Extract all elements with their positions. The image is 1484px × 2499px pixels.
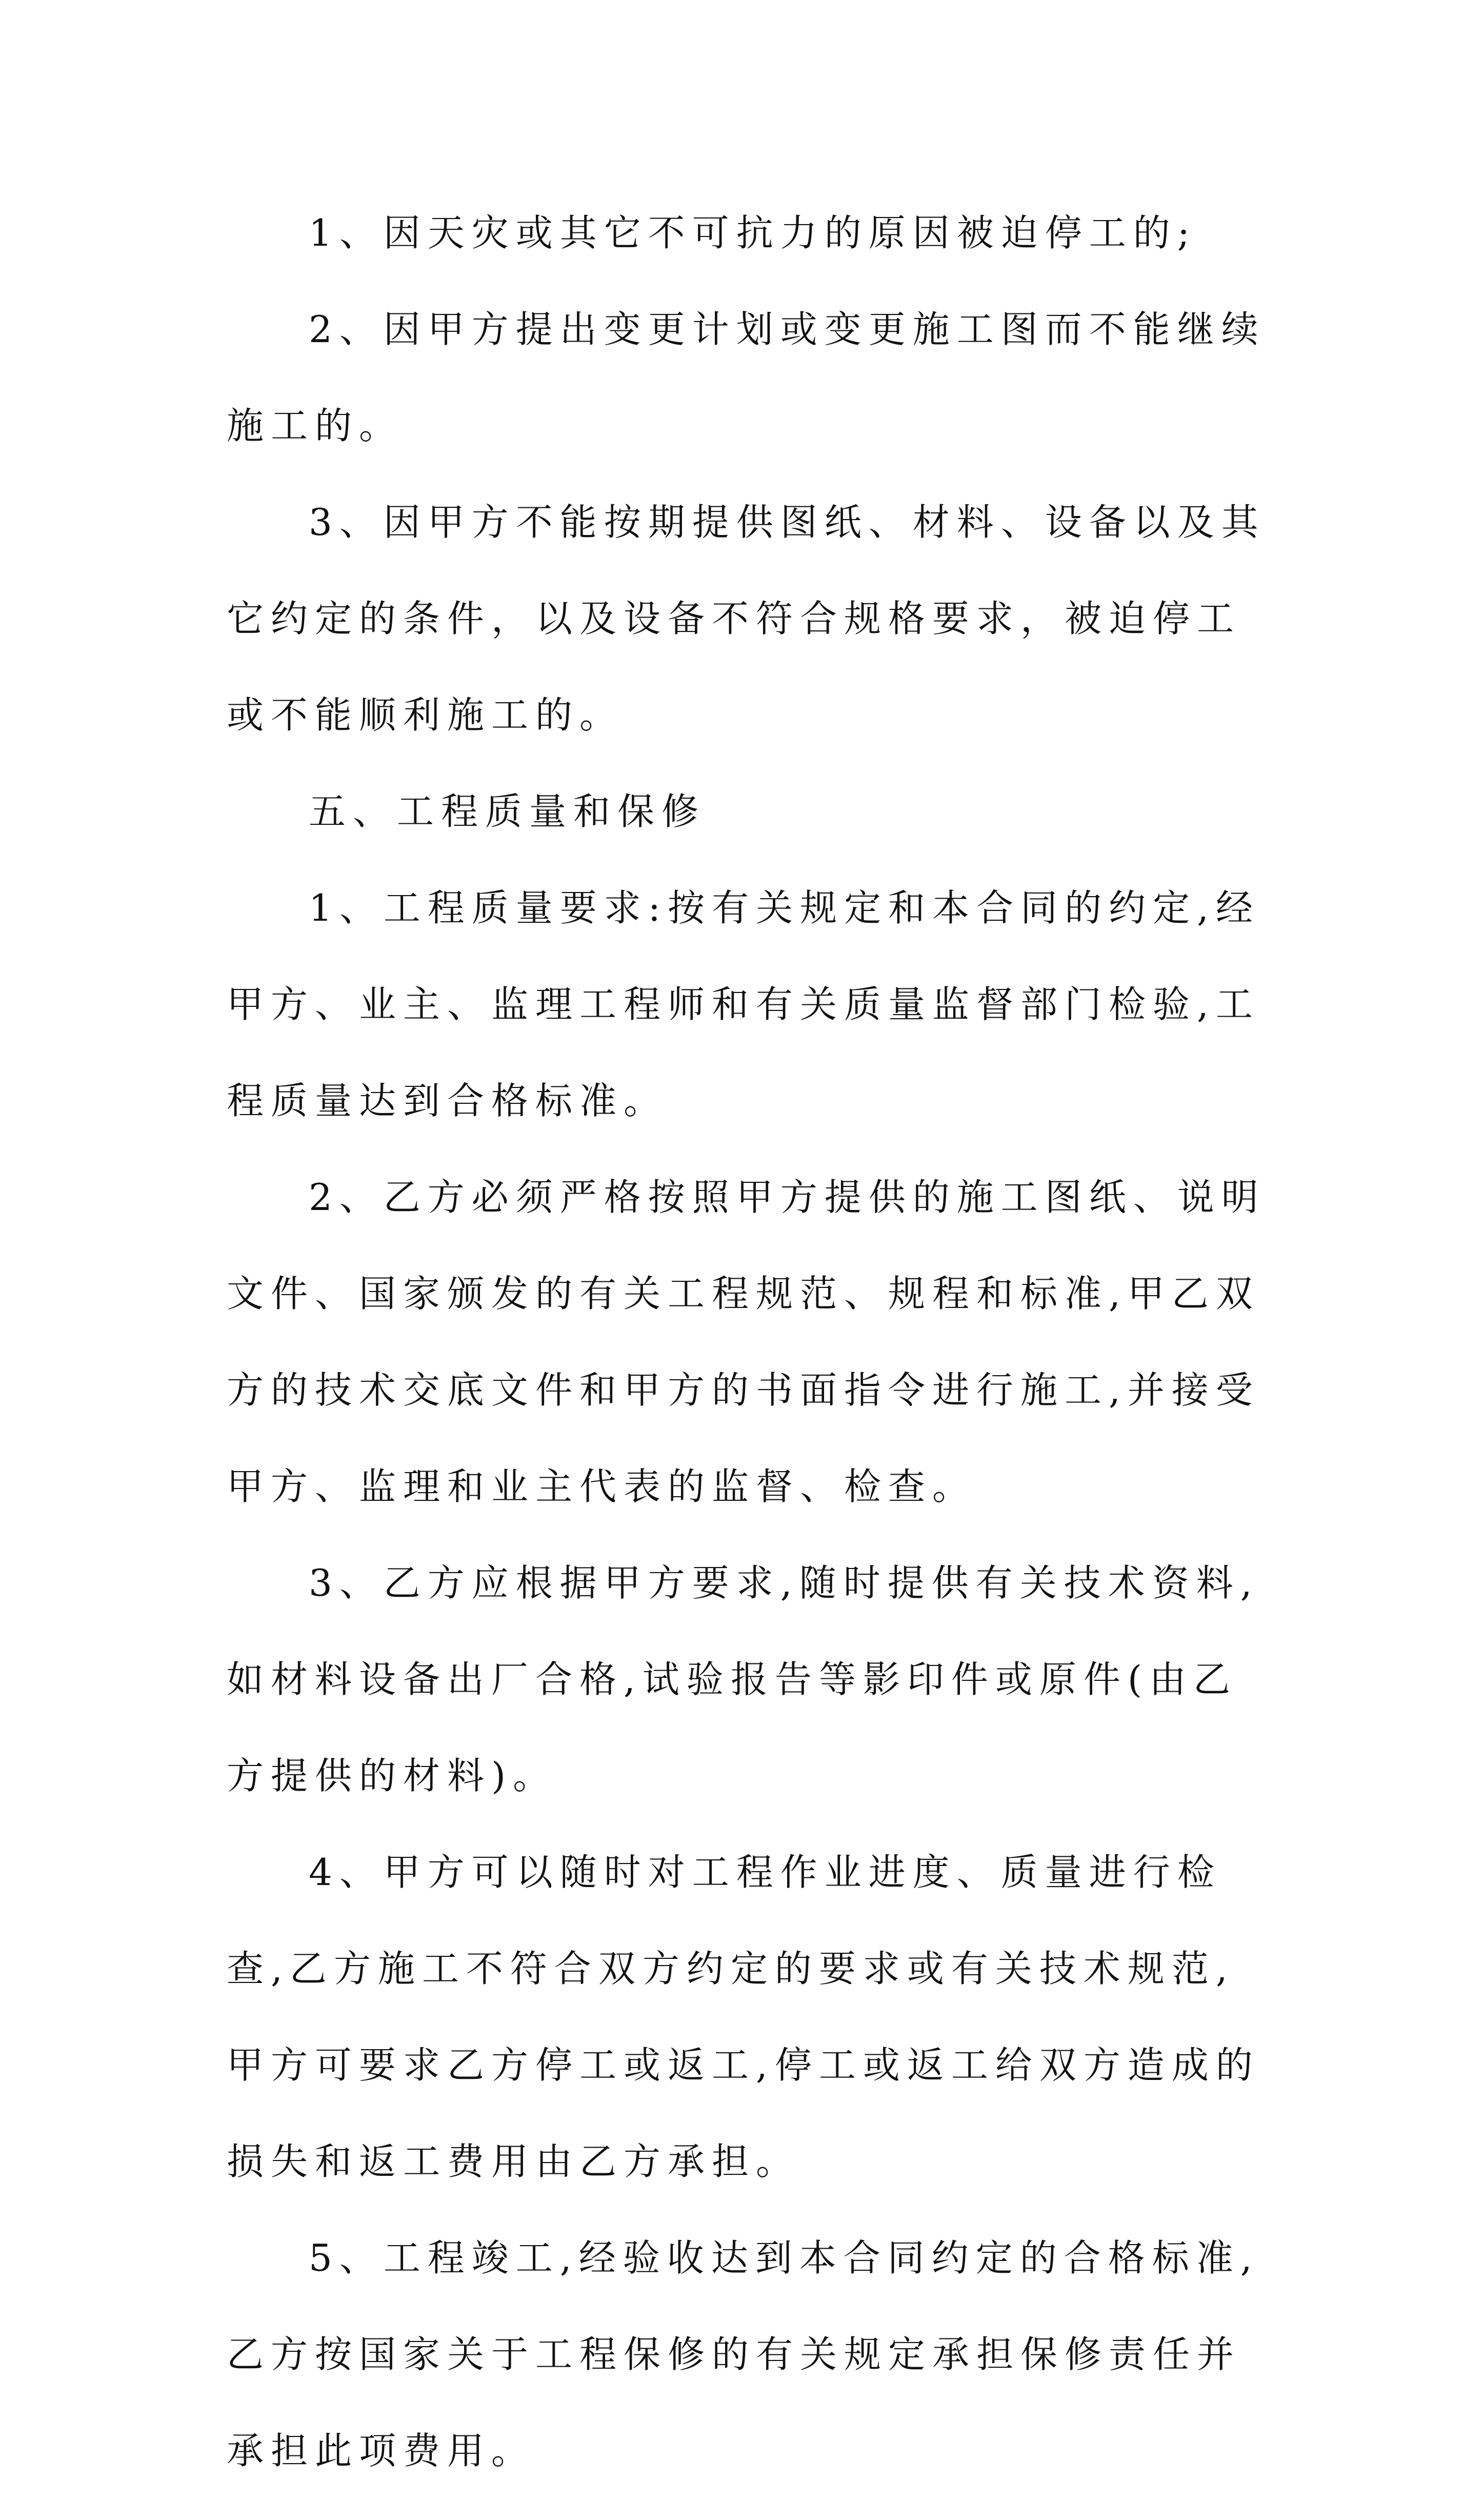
clause-change-plan: 2、因甲方提出变更计划或变更施工图而不能继续施工的。	[227, 308, 1266, 447]
document-body	[227, 185, 1273, 2499]
clause-late-supply: 3、因甲方不能按期提供图纸、材料、设备以及其它约定的条件，以及设备不符合规格要求，被迫停工或不能顺利施工的。	[227, 501, 1266, 737]
clause-construction-standards: 2、乙方必须严格按照甲方提供的施工图纸、说明文件、国家颁发的有关工程规范、规程和标准,甲乙双方的技术交底文件和甲方的书面指令进行施工,并接受甲方、监理和业主代表的监督、检查。	[227, 1176, 1266, 1508]
clause-quality-requirement: 1、工程质量要求:按有关规定和本合同的约定,经甲方、业主、监理工程师和有关质量监督部门检验,工程质量达到合格标准。	[227, 886, 1260, 1122]
clause-completion-warranty: 5、工程竣工,经验收达到本合同约定的合格标准,乙方按国家关于工程保修的有关规定承担保修责任并承担此项费用。	[227, 2236, 1259, 2472]
section-heading-quality-warranty: 五、工程质量和保修	[309, 790, 706, 833]
clause-inspection: 4、甲方可以随时对工程作业进度、质量进行检查,乙方施工不符合双方约定的要求或有关技术规范,甲方可要求乙方停工或返工,停工或返工给双方造成的损失和返工费用由乙方承担。	[227, 1851, 1260, 2183]
clause-force-majeure: 1、因天灾或其它不可抗力的原因被迫停工的;	[309, 211, 1197, 254]
clause-technical-documents: 3、乙方应根据甲方要求,随时提供有关技术资料,如材料设备出厂合格,试验报告等影印件或原件(由乙方提供的材料)。	[227, 1561, 1259, 1797]
